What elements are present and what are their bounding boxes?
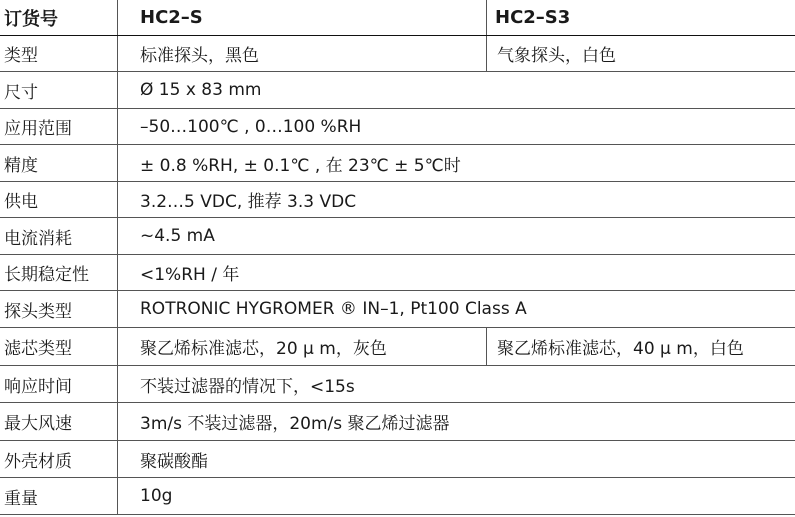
row-value: Ø 15 x 83 mm <box>140 80 262 100</box>
table-header-row <box>0 0 795 36</box>
row-value-b: 气象探头，白色 <box>497 46 616 66</box>
row-label: 电流消耗 <box>0 218 118 254</box>
row-label: 最大风速 <box>0 403 118 440</box>
table-row <box>0 291 795 328</box>
table-row <box>0 328 795 366</box>
row-value: ± 0.8 %RH, ± 0.1℃ , 在 23℃ ± 5℃时 <box>140 155 461 176</box>
table-row <box>0 403 795 441</box>
table-row <box>0 218 795 255</box>
row-label: 重量 <box>0 478 118 514</box>
row-value-a: 标准探头，黑色 <box>118 36 487 71</box>
row-value: <1%RH / 年 <box>140 265 240 285</box>
row-value: 聚碳酸酯 <box>140 451 208 472</box>
table-row <box>0 441 795 478</box>
row-value: 3m/s 不装过滤器，20m/s 聚乙烯过滤器 <box>140 414 450 434</box>
table-row <box>0 255 795 291</box>
header-col-a: HC2–S <box>118 0 487 35</box>
row-label: 响应时间 <box>0 366 118 402</box>
row-label: 外壳材质 <box>0 441 118 477</box>
row-label: 类型 <box>0 36 118 71</box>
table-row <box>0 36 795 72</box>
row-value-a: 聚乙烯标准滤芯，20 μ m，灰色 <box>118 328 487 365</box>
table-row <box>0 366 795 403</box>
row-label: 尺寸 <box>0 72 118 108</box>
row-label: 长期稳定性 <box>0 255 118 290</box>
table-row <box>0 72 795 109</box>
row-value: ROTRONIC HYGROMER ® IN–1, Pt100 Class A <box>140 299 527 319</box>
row-value: 10g <box>140 486 173 506</box>
header-label: 订货号 <box>0 0 118 35</box>
table-row <box>0 182 795 218</box>
header-col-b: HC2–S3 <box>495 7 571 28</box>
row-label: 应用范围 <box>0 109 118 144</box>
row-value: 不装过滤器的情况下，<15s <box>140 376 355 397</box>
table-row <box>0 109 795 145</box>
row-value: ~4.5 mA <box>140 226 215 246</box>
row-label: 供电 <box>0 182 118 217</box>
row-value-b: 聚乙烯标准滤芯，40 μ m，白色 <box>497 339 744 359</box>
row-value: 3.2…5 VDC, 推荐 3.3 VDC <box>140 192 357 212</box>
row-label: 滤芯类型 <box>0 328 118 365</box>
row-label: 探头类型 <box>0 291 118 327</box>
table-row <box>0 478 795 515</box>
row-label: 精度 <box>0 145 118 181</box>
table-row <box>0 145 795 182</box>
row-value: –50…100℃ , 0…100 %RH <box>140 116 362 137</box>
